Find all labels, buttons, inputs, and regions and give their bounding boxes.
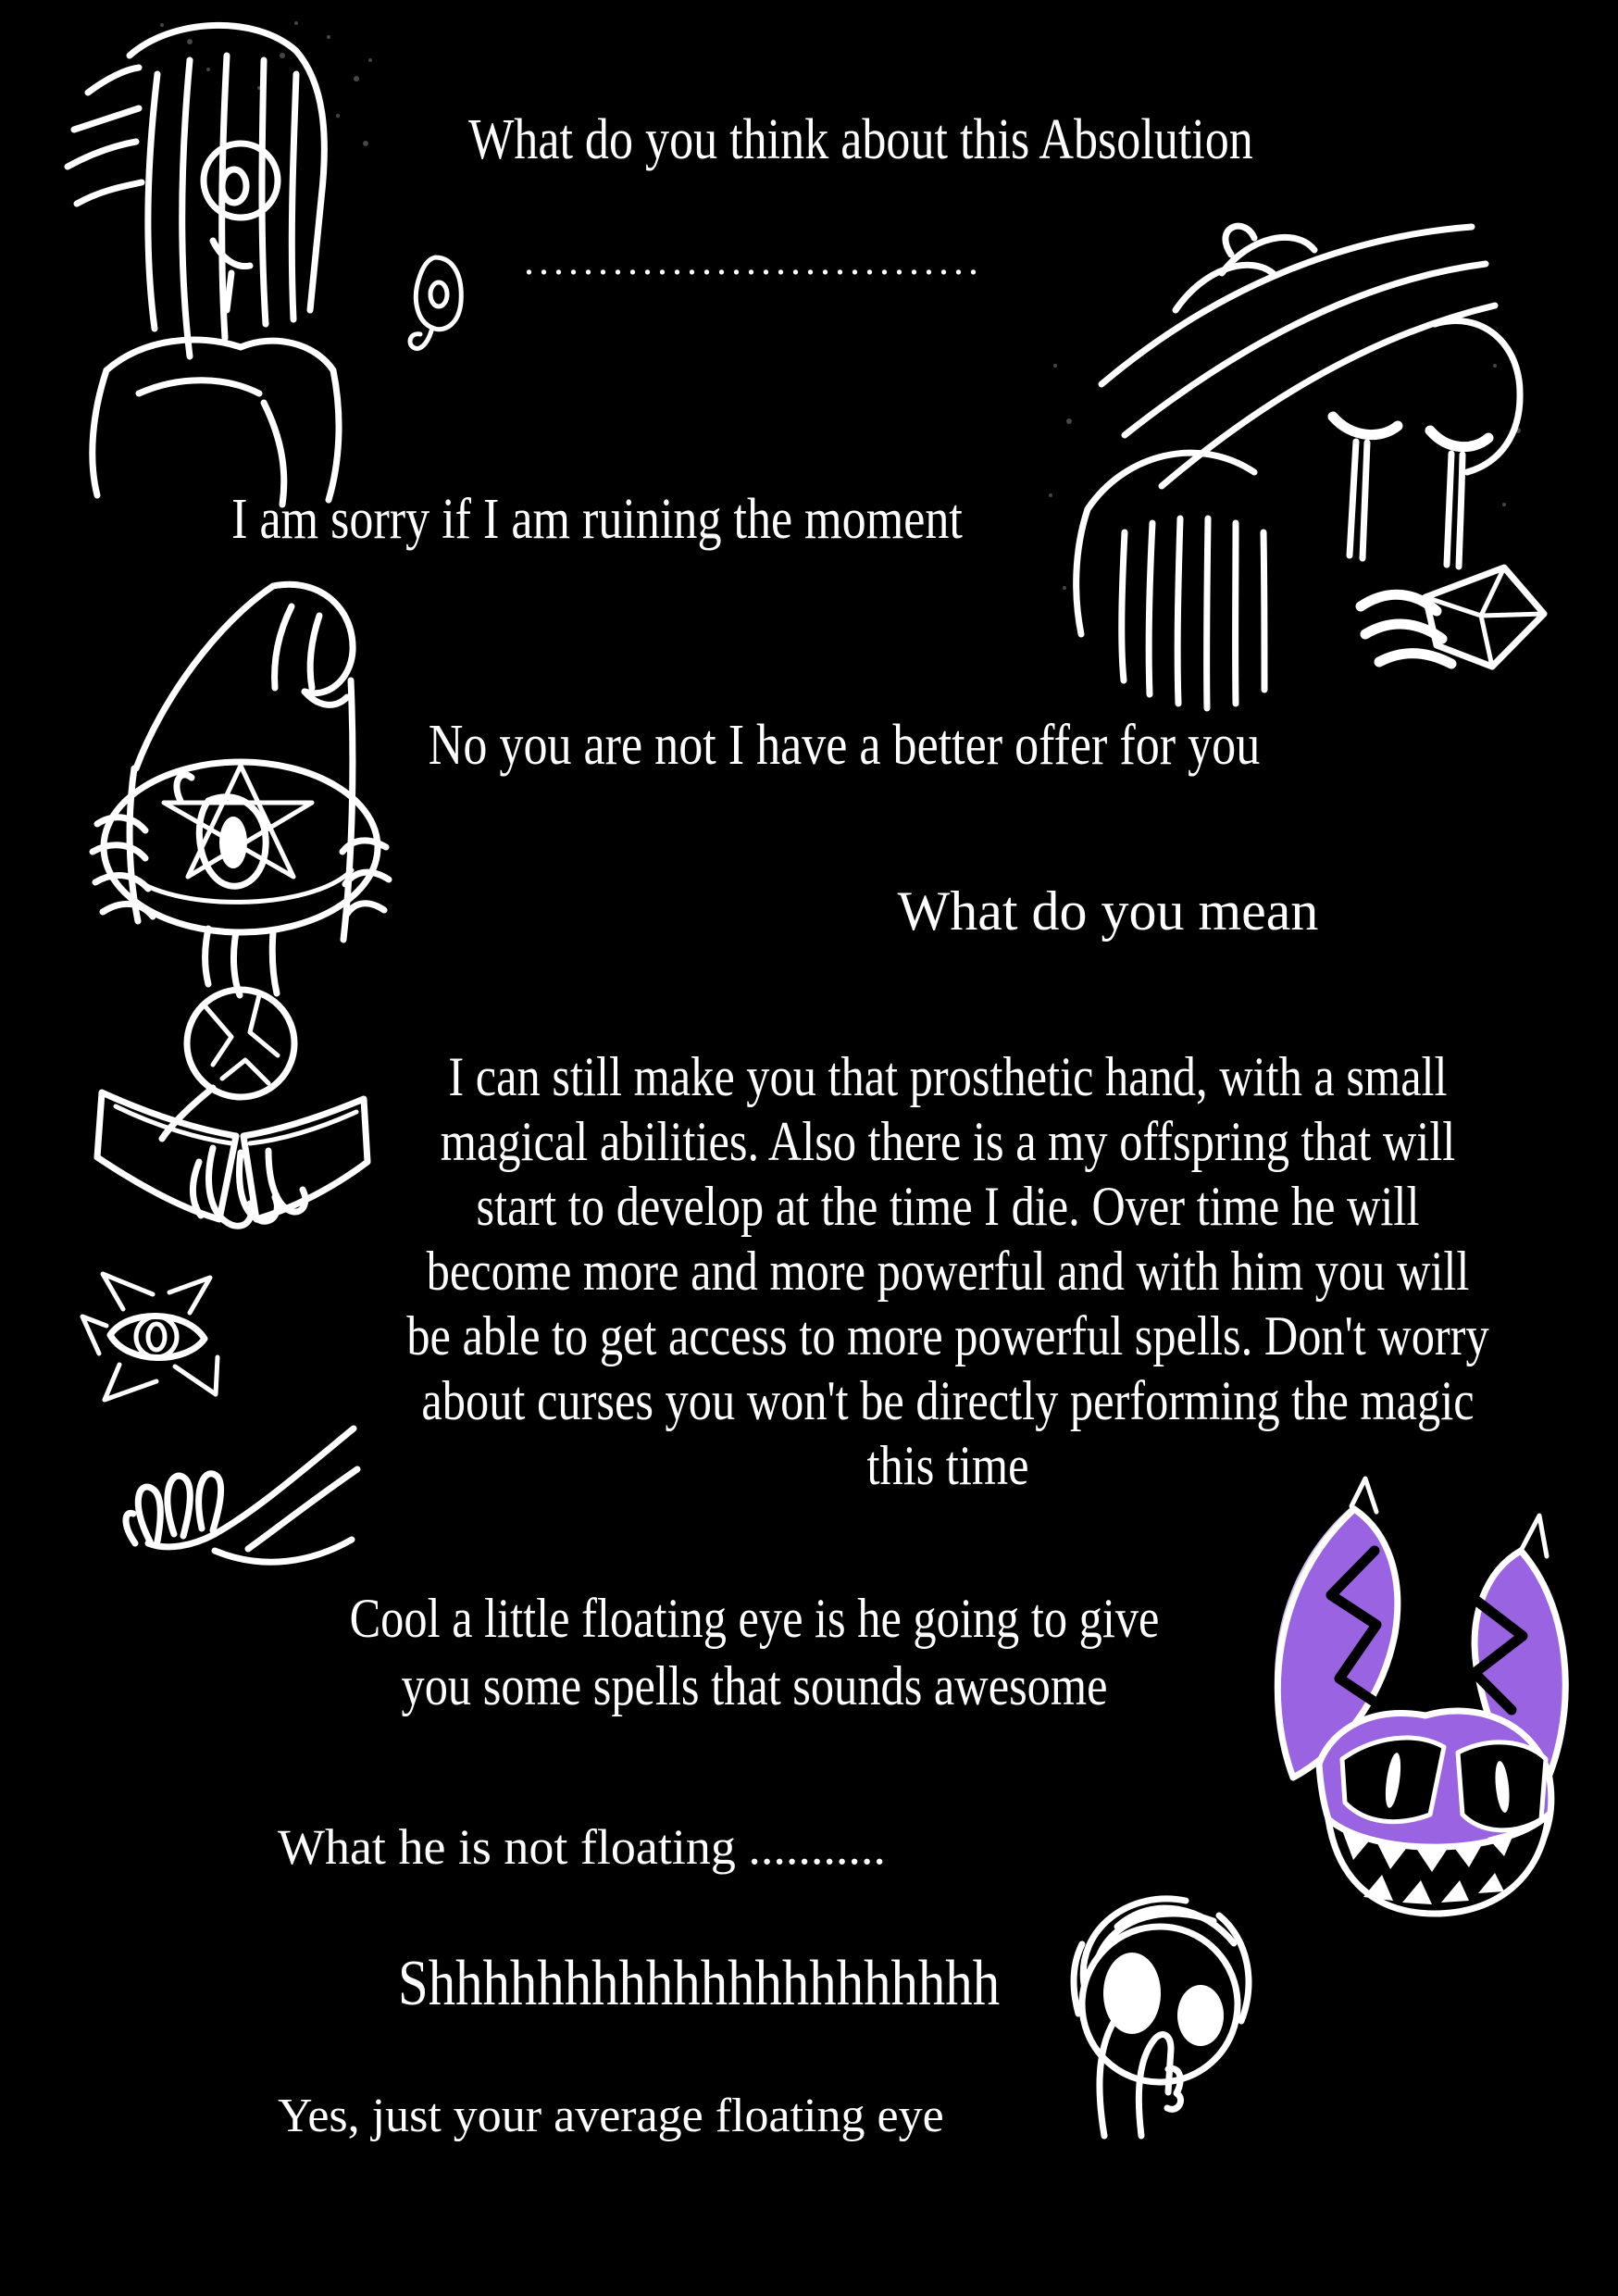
long-haired-girl-face-sketch	[83, 1958, 273, 2264]
paragraph-line: start to develop at the time I die. Over time he will	[476, 1176, 1420, 1237]
paragraph-line: this time	[866, 1435, 1029, 1496]
dialogue-cool	[346, 1585, 1163, 1720]
dialogue-sorry: I am sorry if I am ruining the moment	[231, 488, 963, 551]
long-haired-girl-torso-sketch	[51, 5, 384, 518]
dialogue-average-eye: Yes, just your average floating eye	[278, 2090, 944, 2142]
long-haired-girl-face-sketch	[1338, 718, 1546, 1009]
dialogue-absolution: What do you think about this Absolution	[468, 108, 1253, 171]
reaching-clawed-hand-sketch	[74, 1403, 361, 1583]
magic-circle-figure-sketch	[42, 569, 403, 1004]
dialogue-dots: ...............................	[524, 238, 983, 283]
crying-creature-gem-sketch	[1037, 199, 1537, 727]
dialogue-what-mean: What do you mean	[897, 880, 1319, 942]
paragraph-line: I can still make you that prosthetic hand, with a small	[448, 1046, 1448, 1107]
long-haired-girl-face-sketch	[74, 1662, 268, 1889]
paragraph-line: about curses you won't be directly performing the magic	[421, 1370, 1475, 1431]
eye-balloon-doodle	[400, 248, 469, 368]
dialogue-cool-line: Cool a little floating eye is he going to give	[349, 1588, 1160, 1649]
dialogue-offer-paragraph	[404, 1044, 1492, 1498]
dialogue-shush: Shhhhhhhhhhhhhhhhhhhhh	[398, 1948, 1001, 2019]
dialogue-better-offer: No you are not I have a better offer for you	[428, 714, 1261, 777]
paragraph-line: be able to get access to more powerful spells. Don't worry	[406, 1305, 1489, 1366]
creature-reading-book-sketch	[51, 977, 370, 1259]
paragraph-line: magical abilities. Also there is a my offspring that will	[440, 1111, 1456, 1172]
paragraph-line: become more and more powerful and with him you will	[426, 1241, 1470, 1302]
dialogue-not-floating: What he is not floating ...........	[278, 1819, 886, 1875]
shushing-figure-sketch	[1051, 1875, 1263, 2139]
dialogue-cool-line: you some spells that sounds awesome	[401, 1655, 1108, 1716]
eye-flower-sketch	[79, 1268, 236, 1407]
purple-demon-grin-face	[1236, 1458, 1601, 1930]
